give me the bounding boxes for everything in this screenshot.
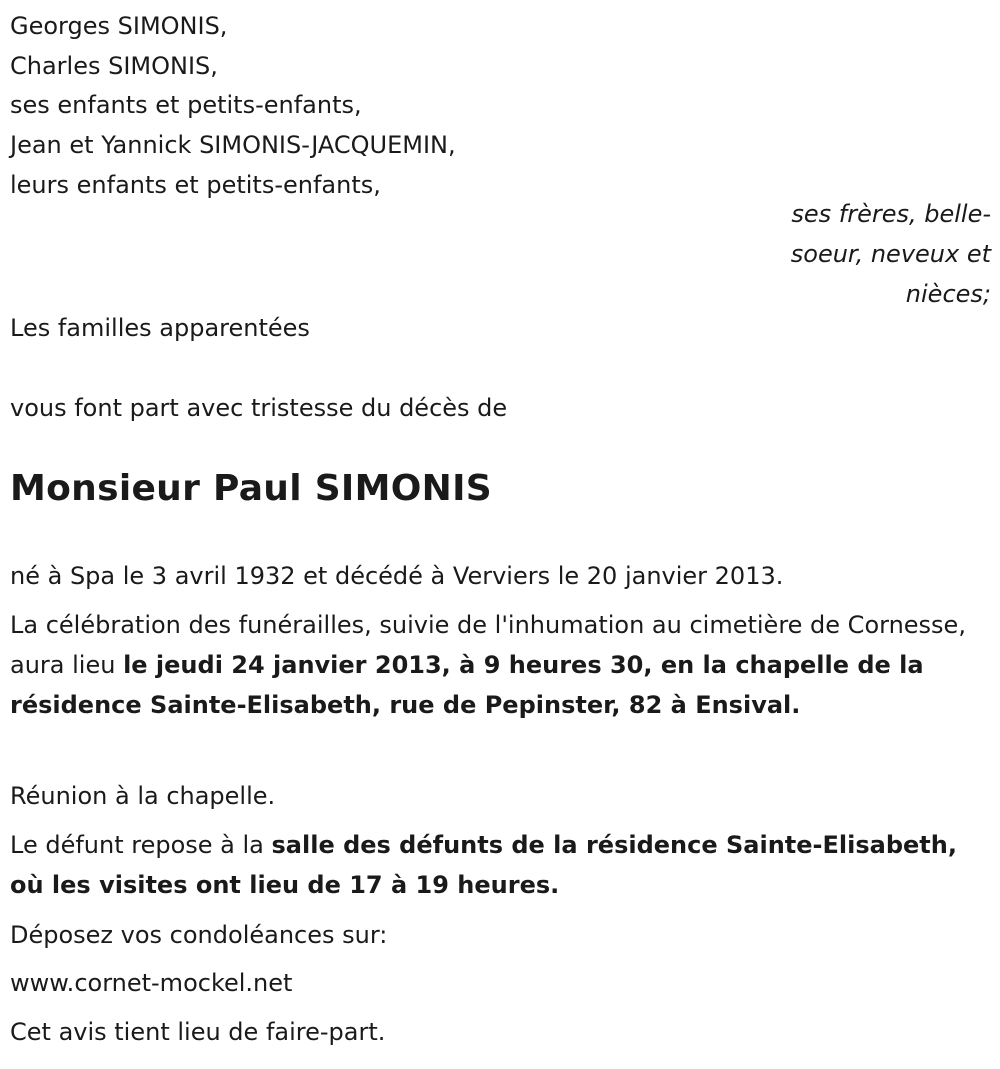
deceased-name: Monsieur Paul SIMONIS <box>10 468 492 509</box>
family-line-jean-yannick: Jean et Yannick SIMONIS-JACQUEMIN, <box>10 131 456 159</box>
relatives-note-line-2: soeur, neveux et <box>790 240 991 268</box>
rest-intro: Le défunt repose à la <box>10 831 272 859</box>
family-line-children: ses enfants et petits-enfants, <box>10 91 362 119</box>
announcement-line: vous font part avec tristesse du décès de <box>10 394 508 422</box>
rest-paragraph <box>10 825 970 905</box>
relatives-note-line-3: nièces; <box>905 280 991 308</box>
reunion-line: Réunion à la chapelle. <box>10 782 276 810</box>
funeral-intro: La célébration des funérailles, suivie de l'inhumation au cimetière de Cornesse, aura lieu <box>10 611 966 679</box>
closing-line: Cet avis tient lieu de faire-part. <box>10 1018 386 1046</box>
family-line-grandchildren: leurs enfants et petits-enfants, <box>10 171 381 199</box>
rest-details: salle des défunts de la résidence Sainte-Elisabeth, où les visites ont lieu de 17 à 19 heures. <box>10 831 957 899</box>
funeral-paragraph <box>10 605 970 725</box>
family-line-georges: Georges SIMONIS, <box>10 12 228 40</box>
birth-death-dates: né à Spa le 3 avril 1932 et décédé à Verviers le 20 janvier 2013. <box>10 562 784 590</box>
website-link[interactable]: www.cornet-mockel.net <box>10 969 293 997</box>
family-line-charles: Charles SIMONIS, <box>10 52 218 80</box>
families-line: Les familles apparentées <box>10 314 310 342</box>
condolences-label: Déposez vos condoléances sur: <box>10 921 388 949</box>
funeral-details: le jeudi 24 janvier 2013, à 9 heures 30, en la chapelle de la résidence Sainte-Elisabeth, rue de Pepinster, 82 à Ensival. <box>10 651 924 719</box>
relatives-note <box>731 194 991 314</box>
relatives-note-line-1: ses frères, belle- <box>791 200 991 228</box>
